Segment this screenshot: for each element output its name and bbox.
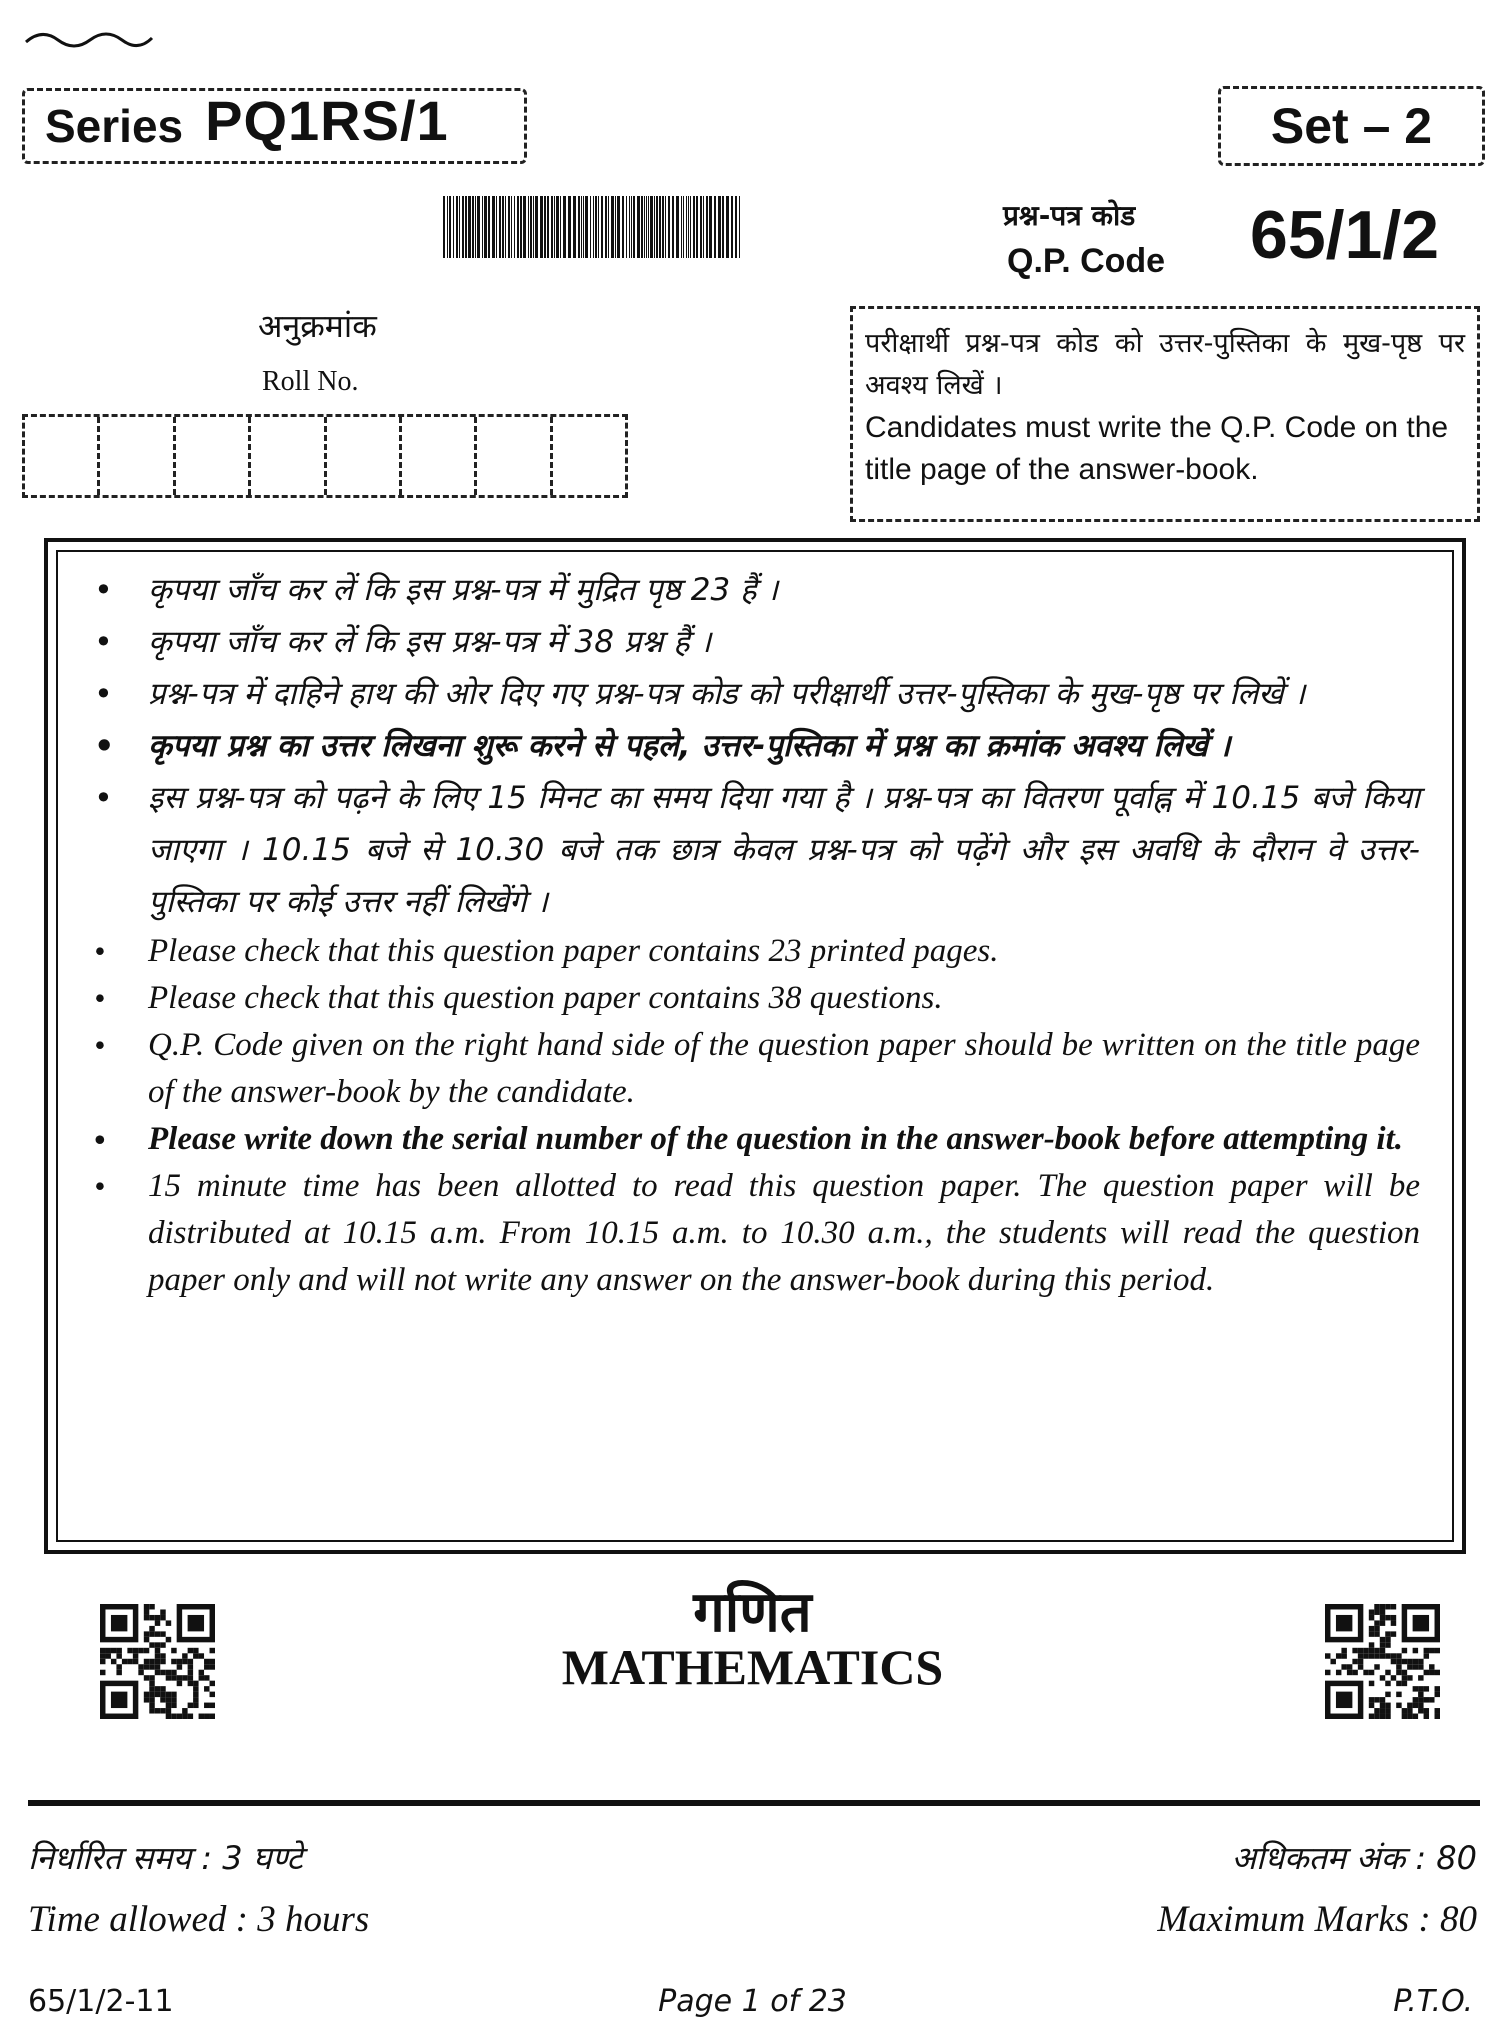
instruction-item: • Please check that this question paper contains 23 printed pages. (148, 928, 1420, 975)
roll-digit-box[interactable] (327, 417, 402, 495)
set-label: Set – 2 (1270, 98, 1433, 154)
roll-number-boxes[interactable] (22, 414, 628, 498)
qp-code-note (850, 306, 1480, 522)
roll-label-hindi: अनुक्रमांक (258, 307, 377, 345)
roll-digit-box[interactable] (553, 417, 625, 495)
instruction-item: • प्रश्न-पत्र में दाहिने हाथ की ओर दिए गए प्रश्न-पत्र कोड को परीक्षार्थी उत्तर-पुस्तिका के मुख-पृष्ठ पर लिखें । (148, 668, 1420, 720)
instruction-item: • 15 minute time has been allotted to read this question paper. The question paper will be distributed at 10.15 a.m. From 10.15 a.m. to 10.30 a.m., the students will read the question paper only and will not write any answer on the answer-book during this period. (148, 1163, 1420, 1304)
instruction-item: • Q.P. Code given on the right hand side of the question paper should be written on the title page of the answer-book by the candidate. (148, 1022, 1420, 1116)
footer-pto: P.T.O. (1393, 1984, 1473, 2019)
max-marks-hindi: अधिकतम अंक : 80 (1231, 1839, 1477, 1877)
instruction-item: • Please check that this question paper contains 38 questions. (148, 975, 1420, 1022)
qp-note-english: Candidates must write the Q.P. Code on the title page of the answer-book. (865, 411, 1449, 486)
roll-label: Roll No. (262, 366, 359, 397)
instructions-list (148, 564, 1420, 1304)
set-box (1218, 86, 1485, 166)
qp-note-hindi: परीक्षार्थी प्रश्न-पत्र कोड को उत्तर-पुस्तिका के मुख-पृष्ठ पर अवश्य लिखें । (865, 328, 1465, 401)
qp-code-label: Q.P. Code (1007, 242, 1166, 280)
roll-digit-box[interactable] (25, 417, 100, 495)
roll-digit-box[interactable] (100, 417, 175, 495)
squiggle-mark (24, 26, 154, 50)
instruction-item: • कृपया प्रश्न का उत्तर लिखना शुरू करने से पहले, उत्तर-पुस्तिका में प्रश्न का क्रमांक अवश्य लिखें । (148, 720, 1420, 772)
qp-code-value: 65/1/2 (1250, 197, 1440, 273)
subject-title-hindi: गणित (693, 1580, 812, 1645)
footer-page-number: Page 1 of 23 (658, 1984, 847, 2019)
barcode-image (443, 196, 740, 258)
max-marks: Maximum Marks : 80 (1157, 1899, 1477, 1940)
series-box (22, 88, 527, 164)
roll-digit-box[interactable] (402, 417, 477, 495)
roll-digit-box[interactable] (176, 417, 251, 495)
time-allowed: Time allowed : 3 hours (28, 1899, 370, 1940)
time-allowed-hindi: निर्धारित समय : 3 घण्टे (28, 1839, 303, 1877)
series-value: PQ1RS/1 (205, 89, 449, 152)
roll-digit-box[interactable] (477, 417, 552, 495)
qp-code-label-hindi: प्रश्न-पत्र कोड (1003, 199, 1136, 232)
instruction-item: • कृपया जाँच कर लें कि इस प्रश्न-पत्र में मुद्रित पृष्ठ 23 हैं । (148, 564, 1420, 616)
instruction-item: • इस प्रश्न-पत्र को पढ़ने के लिए 15 मिनट का समय दिया गया है । प्रश्न-पत्र का वितरण पूर्वाह्न में 10.15 बजे किया जाएगा । 10.15 बजे से 10.30 बजे तक छात्र केवल प्रश्न-पत्र को पढ़ेंगे और इस अवधि के दौरान वे उत्तर-पुस्तिका पर कोई उत्तर नहीं लिखेंगे । (148, 772, 1420, 928)
roll-digit-box[interactable] (251, 417, 326, 495)
footer-code: 65/1/2-11 (28, 1984, 174, 2019)
instruction-item: • कृपया जाँच कर लें कि इस प्रश्न-पत्र में 38 प्रश्न हैं । (148, 616, 1420, 668)
series-label: Series (45, 100, 184, 152)
divider-rule (28, 1800, 1480, 1806)
subject-title: MATHEMATICS (561, 1639, 944, 1695)
instructions-box (44, 538, 1466, 1554)
instruction-item: • Please write down the serial number of the question in the answer-book before attempting it. (148, 1116, 1420, 1163)
